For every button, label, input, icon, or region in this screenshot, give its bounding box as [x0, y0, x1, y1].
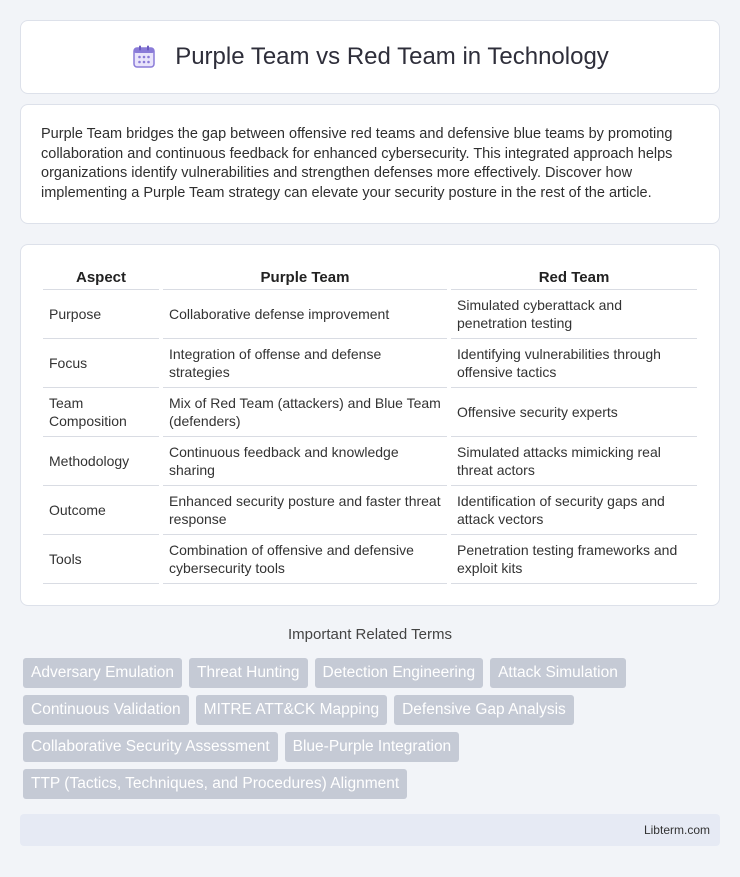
header-purple-team: Purple Team [163, 265, 447, 290]
table-row [43, 388, 697, 437]
page-title: Purple Team vs Red Team in Technology [175, 43, 609, 70]
cell-aspect: Outcome [43, 486, 159, 535]
comparison-table [39, 265, 701, 584]
tag-ttp-alignment[interactable]: TTP (Tactics, Techniques, and Procedures) Alignment [23, 769, 407, 799]
tag-adversary-emulation[interactable]: Adversary Emulation [23, 658, 182, 688]
cell-aspect: Team Composition [43, 388, 159, 437]
header-aspect: Aspect [43, 265, 159, 290]
table-row [43, 535, 697, 584]
tag-defensive-gap-analysis[interactable]: Defensive Gap Analysis [394, 695, 574, 725]
cell-aspect: Methodology [43, 437, 159, 486]
tag-threat-hunting[interactable]: Threat Hunting [189, 658, 308, 688]
footer-site-link[interactable]: Libterm.com [643, 823, 710, 837]
cell-purple-team: Collaborative defense improvement [163, 290, 447, 339]
cell-purple-team: Combination of offensive and defensive cybersecurity tools [163, 535, 447, 584]
table-row [43, 437, 697, 486]
cell-aspect: Focus [43, 339, 159, 388]
cell-purple-team: Continuous feedback and knowledge sharing [163, 437, 447, 486]
table-header-row [43, 265, 697, 290]
tag-detection-engineering[interactable]: Detection Engineering [315, 658, 484, 688]
related-terms-title: Important Related Terms [288, 626, 452, 643]
cell-red-team: Identification of security gaps and attack vectors [451, 486, 697, 535]
header-card [20, 20, 720, 94]
tag-blue-purple-integration[interactable]: Blue-Purple Integration [285, 732, 460, 762]
intro-text: Purple Team bridges the gap between offensive red teams and defensive blue teams by promoting collaboration and continuous feedback for enhanced cybersecurity. This integrated approach helps organizations identify vulnerabilities and strengthen defenses more effectively. Discover how implementing a Purple Team strategy can elevate your security posture in the rest of the article. [41, 126, 673, 201]
tag-attack-simulation[interactable]: Attack Simulation [490, 658, 626, 688]
intro-card [20, 104, 720, 224]
cell-red-team: Simulated cyberattack and penetration testing [451, 290, 697, 339]
cell-purple-team: Integration of offense and defense strategies [163, 339, 447, 388]
cell-red-team: Offensive security experts [451, 388, 697, 437]
cell-aspect: Tools [43, 535, 159, 584]
cell-red-team: Penetration testing frameworks and exploit kits [451, 535, 697, 584]
tag-mitre-attack-mapping[interactable]: MITRE ATT&CK Mapping [196, 695, 387, 725]
footer [20, 814, 720, 846]
cell-aspect: Purpose [43, 290, 159, 339]
table-row [43, 339, 697, 388]
tag-collaborative-security-assessment[interactable]: Collaborative Security Assessment [23, 732, 278, 762]
title-wrap [131, 43, 609, 71]
table-row [43, 290, 697, 339]
table-row [43, 486, 697, 535]
cell-purple-team: Enhanced security posture and faster threat response [163, 486, 447, 535]
header-red-team: Red Team [451, 265, 697, 290]
calendar-grid-icon [131, 44, 157, 70]
cell-purple-team: Mix of Red Team (attackers) and Blue Team (defenders) [163, 388, 447, 437]
cell-red-team: Identifying vulnerabilities through offensive tactics [451, 339, 697, 388]
comparison-table-card [20, 244, 720, 606]
cell-red-team: Simulated attacks mimicking real threat actors [451, 437, 697, 486]
tag-continuous-validation[interactable]: Continuous Validation [23, 695, 189, 725]
related-terms-tags [23, 658, 723, 799]
